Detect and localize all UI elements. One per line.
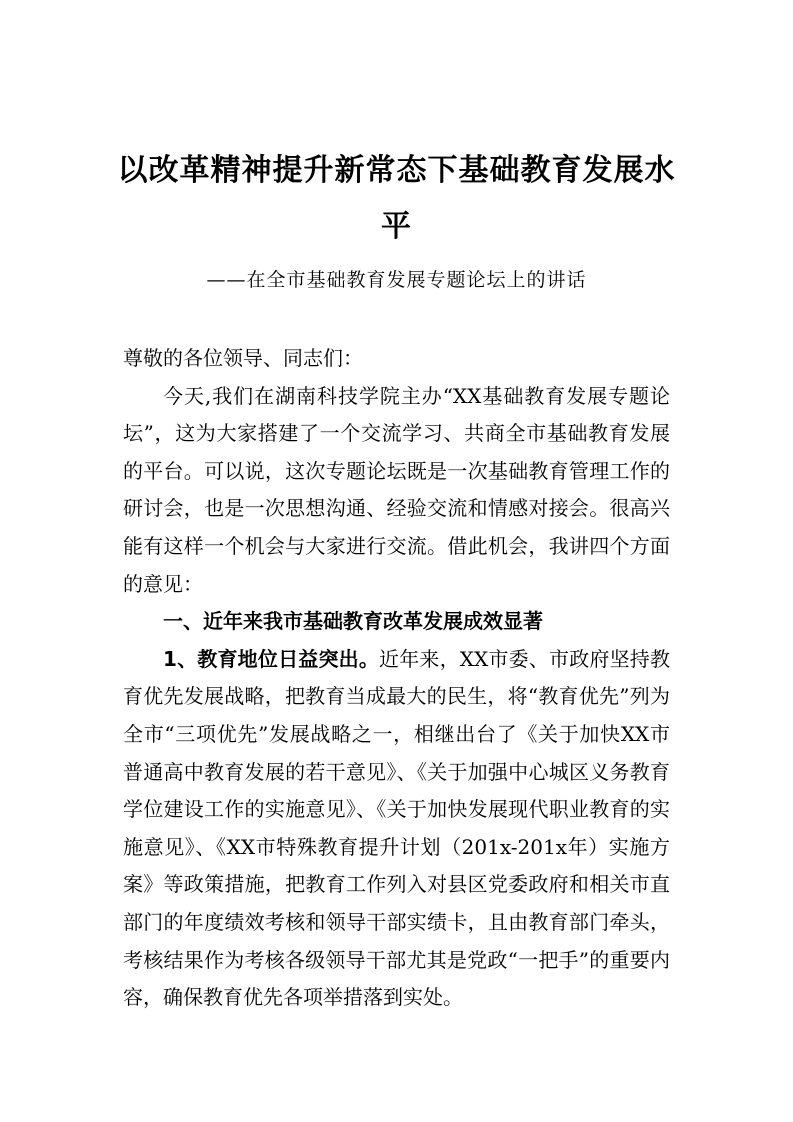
item-text-1: 近年来，XX市委、市政府坚持教育优先发展战略，把教育当成最大的民生，将“教育优先”列为全市“三项优先”发展战略之一，相继出台了《关于加快XX市普通高中教育发展的若干意见》、《关于加强中心城区义务教育学位建设工作的实施意见》、《关于加快发展现代职业教育的实施意见》、《XX市特殊教育提升计划（201x-201x年）实施方案》等政策措施，把教育工作列入对县区党委政府和相关市直部门的年度绩效考核和领导干部实绩卡，且由教育部门牵头，考核结果作为考核各级领导干部尤其是党政“一把手”的重要内容，确保教育优先各项举措落到实处。	[123, 646, 670, 1010]
item-paragraph-1	[123, 641, 670, 1017]
salutation: 尊敬的各位领导、同志们：	[123, 346, 363, 370]
item-lead-1: 1、教育地位日益突出。	[163, 646, 380, 671]
document-title: 以改革精神提升新常态下基础教育发展水平	[117, 153, 676, 244]
section-heading-1: 一、近年来我市基础教育改革发展成效显著	[163, 609, 543, 634]
intro-paragraph: 今天,我们在湖南科技学院主办“XX基础教育发展专题论坛”，这为大家搭建了一个交流学习、共商全市基础教育发展的平台。可以说，这次专题论坛既是一次基础教育管理工作的研讨会，也是一次思想沟通、经验交流和情感对接会。很高兴能有这样一个机会与大家进行交流。借此机会，我讲四个方面的意见：	[123, 383, 670, 596]
document-body	[123, 340, 670, 1017]
document-subtitle: ——在全市基础教育发展专题论坛上的讲话	[206, 269, 587, 291]
